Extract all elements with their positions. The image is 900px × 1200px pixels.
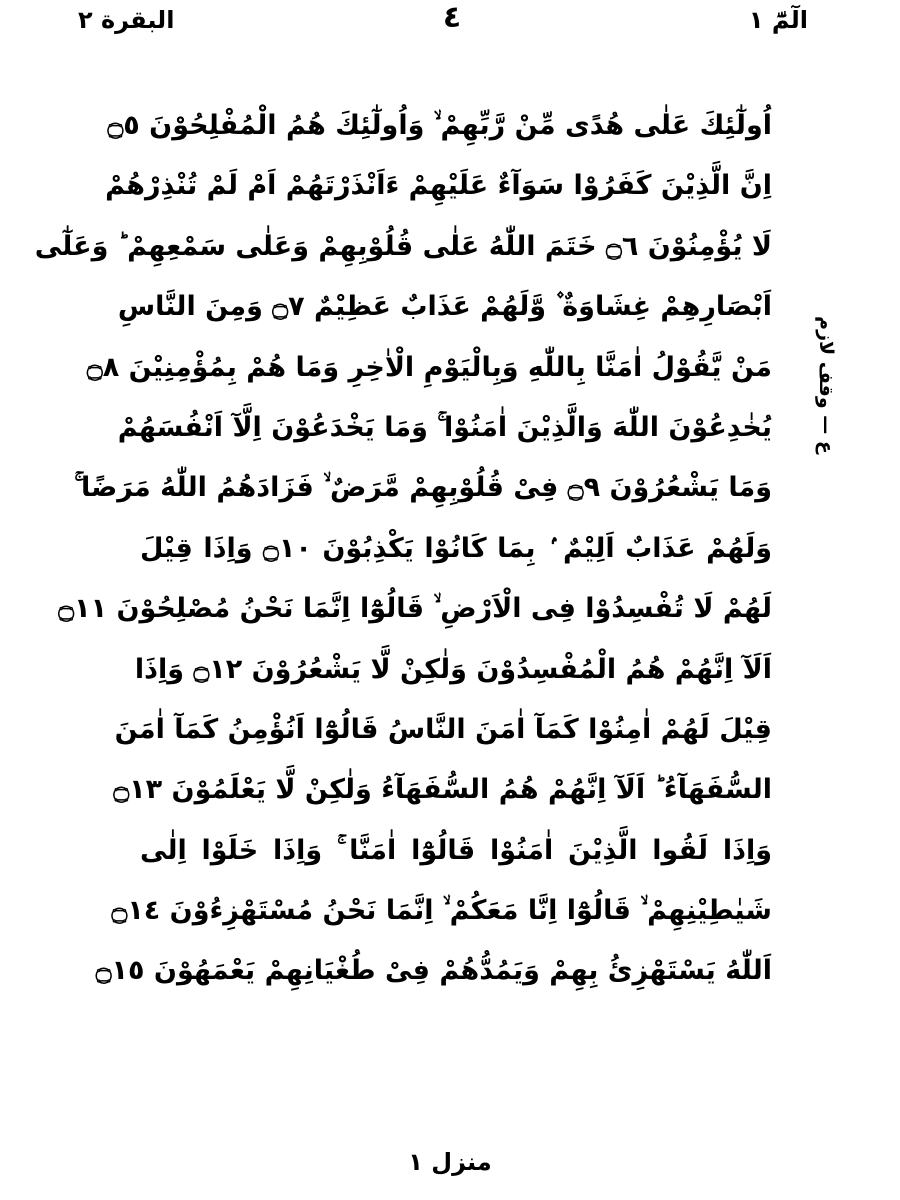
- para-name-header: الٓمّٓ ١: [748, 6, 808, 34]
- verse-line: لَا يُؤْمِنُوْنَ ۝٦ خَتَمَ اللّٰهُ عَلٰى قُلُوْبِهِمْ وَعَلٰى سَمْعِهِمْ ؕ وَعَلٰٓى: [34, 230, 772, 262]
- verse-line: اَلَآ اِنَّهُمْ هُمُ الْمُفْسِدُوْنَ وَلٰكِنْ لَّا يَشْعُرُوْنَ ۝١٢ وَاِذَا: [134, 653, 772, 685]
- verse-line: السُّفَهَآءُ ؕ اَلَآ اِنَّهُمْ هُمُ السُّفَهَآءُ وَلٰكِنْ لَّا يَعْلَمُوْنَ ۝١٣: [113, 774, 772, 806]
- margin-note-text: ع — وقف لازم: [815, 316, 837, 454]
- verse-line: اَللّٰهُ يَسْتَهْزِئُ بِهِمْ وَيَمُدُّهُمْ فِىْ طُغْيَانِهِمْ يَعْمَهُوْنَ ۝١٥: [95, 955, 772, 987]
- margin-note: [796, 300, 856, 470]
- verse-line: وَمَا يَشْعُرُوْنَ ۝٩ فِىْ قُلُوْبِهِمْ مَّرَضٌ ۙ فَزَادَهُمُ اللّٰهُ مَرَضًا ۚ: [74, 472, 772, 504]
- verse-line: اِنَّ الَّذِيْنَ كَفَرُوْا سَوَآءٌ عَلَيْهِمْ ءَاَنْذَرْتَهُمْ اَمْ لَمْ تُنْذِرْهُمْ: [105, 170, 772, 202]
- verse-line: شَيٰطِيْنِهِمْ ۙ قَالُوْٓا اِنَّا مَعَكُمْ ۙ اِنَّمَا نَحْنُ مُسْتَهْزِءُوْنَ ۝١٤: [111, 895, 772, 927]
- verse-text-block: [34, 96, 772, 1002]
- verse-line: وَلَهُمْ عَذَابٌ اَلِيْمٌ ۢ بِمَا كَانُوْا يَكْذِبُوْنَ ۝١٠ وَاِذَا قِيْلَ: [140, 532, 772, 564]
- surah-name-header: البقرة ٢: [78, 6, 175, 34]
- verse-line: اُولٰٓئِكَ عَلٰى هُدًى مِّنْ رَّبِّهِمْ ۙ وَاُولٰٓئِكَ هُمُ الْمُفْلِحُوْنَ ۝٥: [107, 110, 772, 141]
- verse-line: قِيْلَ لَهُمْ اٰمِنُوْا كَمَآ اٰمَنَ النَّاسُ قَالُوْٓا اَنُؤْمِنُ كَمَآ اٰمَنَ: [114, 713, 772, 745]
- verse-line: لَهُمْ لَا تُفْسِدُوْا فِى الْاَرْضِ ۙ قَالُوْٓا اِنَّمَا نَحْنُ مُصْلِحُوْنَ ۝١١: [58, 593, 772, 625]
- verse-line: يُخٰدِعُوْنَ اللّٰهَ وَالَّذِيْنَ اٰمَنُوْا ۚ وَمَا يَخْدَعُوْنَ اِلَّآ اَنْفُسَهُمْ: [117, 411, 772, 443]
- verse-line: اَبْصَارِهِمْ غِشَاوَةٌ ۫ وَّلَهُمْ عَذَابٌ عَظِيْمٌ ۝٧ وَمِنَ النَّاسِ: [117, 291, 772, 323]
- verse-line: مَنْ يَّقُوْلُ اٰمَنَّا بِاللّٰهِ وَبِالْيَوْمِ الْاٰخِرِ وَمَا هُمْ بِمُؤْمِنِيْنَ ۝٨: [86, 351, 772, 383]
- manzil-footer: منزل ١: [408, 1148, 492, 1176]
- page-number: ٤: [442, 0, 462, 35]
- verse-line: وَاِذَا لَقُوا الَّذِيْنَ اٰمَنُوْا قَالُوْٓا اٰمَنَّا ۚ وَاِذَا خَلَوْا اِلٰى: [140, 834, 772, 866]
